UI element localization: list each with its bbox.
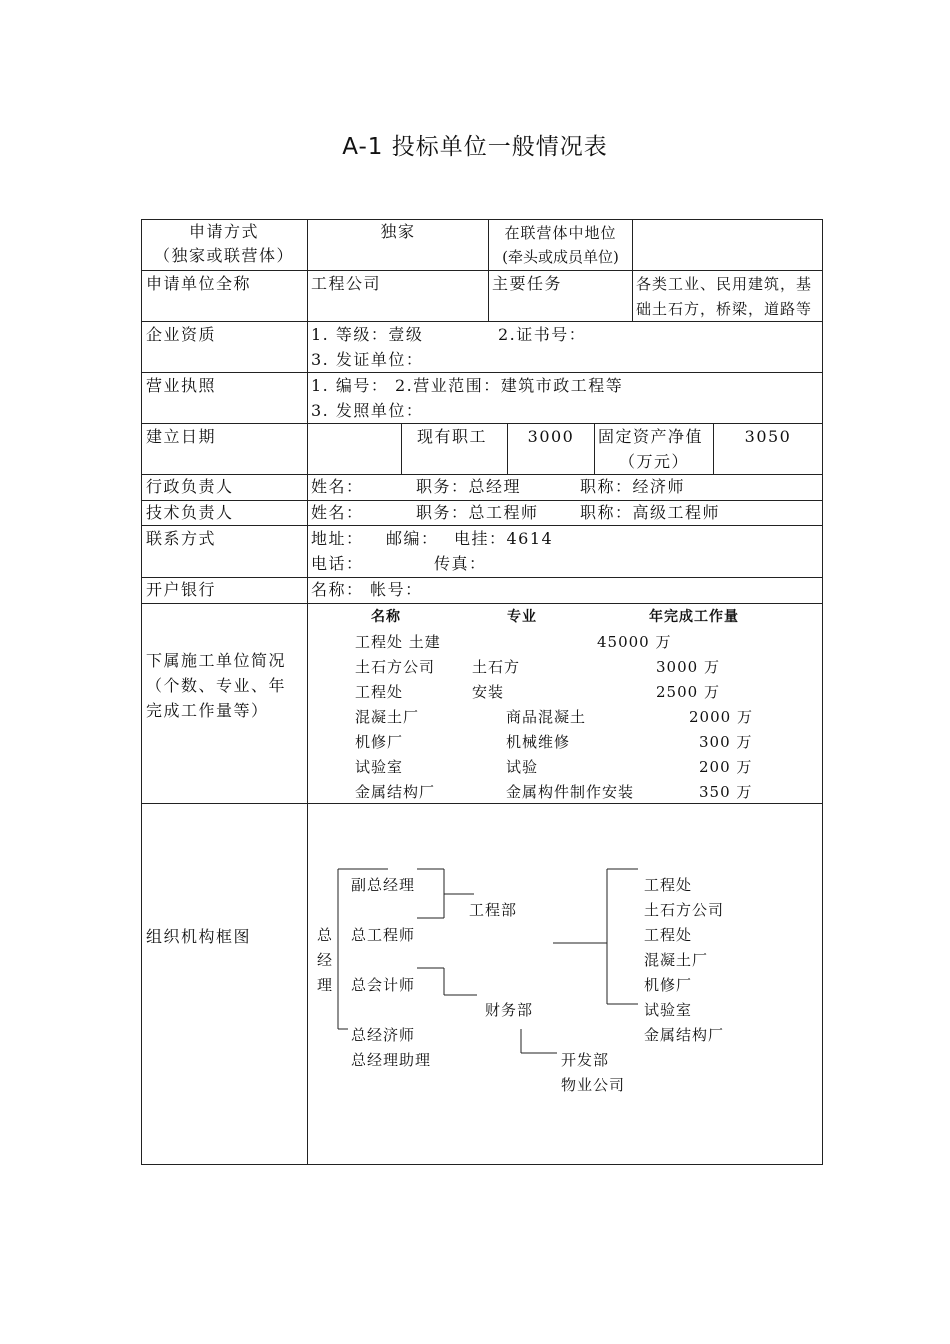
org-engineering-dept: 工程部 (469, 901, 518, 919)
assets-label: 固定资产净值 (598, 427, 704, 446)
staff-label: 现有职工 (417, 427, 488, 446)
page-title: A-1 投标单位一般情况表 (342, 134, 608, 160)
subsidiary-name: 试验室 (355, 758, 404, 776)
tech-head-title: 职称：高级工程师 (580, 503, 721, 522)
subsidiary-specialty: 商品混凝土 (506, 708, 587, 726)
apply-mode-value: 独家 (380, 222, 416, 241)
org-unit: 工程处 (644, 926, 693, 944)
subsidiary-name: 工程处 土建 (355, 633, 441, 651)
established-label: 建立日期 (146, 427, 217, 446)
subsidiary-name: 机修厂 (355, 733, 404, 751)
subsidiaries-label: 下属施工单位简况 (146, 651, 287, 670)
org-deputy-gm: 副总经理 (351, 876, 416, 894)
org-root-char: 经 (317, 951, 334, 969)
org-gm-assistant: 总经理助理 (351, 1051, 432, 1069)
subsidiary-name: 混凝土厂 (355, 708, 420, 726)
org-chief-economist: 总经济师 (351, 1026, 416, 1044)
org-development-dept: 开发部 (561, 1051, 610, 1069)
qualification-grade: 1. 等级：壹级 (311, 325, 424, 344)
org-property-company: 物业公司 (561, 1076, 626, 1094)
subsidiary-amount: 300 万 (699, 733, 753, 751)
subsidiary-specialty: 土石方 (472, 658, 521, 676)
qualification-label: 企业资质 (146, 325, 217, 344)
consortium-role-label: 在联营体中地位 (504, 224, 617, 242)
org-unit: 机修厂 (644, 976, 693, 994)
subsidiary-name: 工程处 (355, 683, 404, 701)
apply-mode-label-note: （独家或联营体） (153, 246, 294, 265)
qualification-issuer: 3. 发证单位： (311, 350, 424, 369)
subsidiary-amount: 3000 万 (656, 658, 720, 676)
org-chief-accountant: 总会计师 (351, 976, 416, 994)
subsidiary-specialty: 试验 (506, 758, 539, 776)
tech-head-label: 技术负责人 (146, 503, 234, 522)
org-unit: 工程处 (644, 876, 693, 894)
license-line1: 1. 编号： 2.营业范围：建筑市政工程等 (311, 376, 624, 395)
org-unit: 试验室 (644, 1001, 693, 1019)
subsidiary-name: 土石方公司 (355, 658, 436, 676)
org-unit: 金属结构厂 (644, 1026, 725, 1044)
assets-unit: （万元） (618, 452, 689, 471)
consortium-role-note: (牵头或成员单位) (502, 248, 619, 266)
subsidiary-name: 金属结构厂 (355, 783, 436, 801)
org-unit: 土石方公司 (644, 901, 725, 919)
subsidiaries-label-note1: （个数、专业、年 (146, 676, 287, 695)
subsidiary-specialty: 机械维修 (506, 733, 571, 751)
bidder-info-table (141, 219, 823, 1164)
org-chart-label: 组织机构框图 (146, 927, 252, 946)
tech-head-position: 职务：总工程师 (416, 503, 539, 522)
org-finance-dept: 财务部 (485, 1001, 534, 1019)
subsidiaries-header-specialty: 专业 (507, 609, 537, 625)
bank-value: 名称： 帐号： (311, 580, 423, 599)
bank-label: 开户银行 (146, 580, 217, 599)
subsidiary-amount: 2000 万 (689, 708, 753, 726)
org-chart-lines (141, 219, 823, 1164)
license-label: 营业执照 (146, 376, 217, 395)
org-unit: 混凝土厂 (644, 951, 709, 969)
main-task-label: 主要任务 (492, 274, 563, 293)
subsidiaries-label-note2: 完成工作量等） (146, 701, 269, 720)
contact-fax: 传真： (434, 554, 487, 573)
contact-phone: 电话： (311, 554, 364, 573)
contact-address: 地址： (311, 529, 364, 548)
company-name-label: 申请单位全称 (146, 274, 252, 293)
admin-head-name: 姓名： (311, 477, 364, 496)
license-line2: 3. 发照单位： (311, 401, 424, 420)
subsidiaries-header-name: 名称 (371, 609, 401, 625)
admin-head-label: 行政负责人 (146, 477, 234, 496)
subsidiary-amount: 350 万 (699, 783, 753, 801)
assets-value: 3050 (744, 427, 792, 446)
main-task-line2: 础土石方，桥梁，道路等 (636, 300, 813, 318)
qualification-cert-no: 2.证书号： (498, 325, 587, 344)
org-root-char: 总 (317, 926, 334, 944)
staff-value: 3000 (527, 427, 575, 446)
main-task-line1: 各类工业、民用建筑，基 (636, 275, 813, 293)
subsidiary-amount: 2500 万 (656, 683, 720, 701)
company-name-value: 工程公司 (311, 274, 382, 293)
org-root-char: 理 (317, 976, 334, 994)
admin-head-title: 职称：经济师 (580, 477, 686, 496)
subsidiaries-header-amount: 年完成工作量 (649, 609, 739, 625)
admin-head-position: 职务：总经理 (416, 477, 522, 496)
tech-head-name: 姓名： (311, 503, 364, 522)
contact-tel: 电挂：4614 (454, 529, 554, 548)
contact-postcode: 邮编： (386, 529, 439, 548)
contact-label: 联系方式 (146, 529, 217, 548)
subsidiary-amount: 200 万 (699, 758, 753, 776)
org-chief-engineer: 总工程师 (351, 926, 416, 944)
subsidiary-specialty: 金属构件制作安装 (506, 783, 635, 801)
subsidiary-specialty: 安装 (472, 683, 505, 701)
apply-mode-label: 申请方式 (188, 222, 259, 241)
subsidiary-amount: 45000 万 (597, 633, 672, 651)
